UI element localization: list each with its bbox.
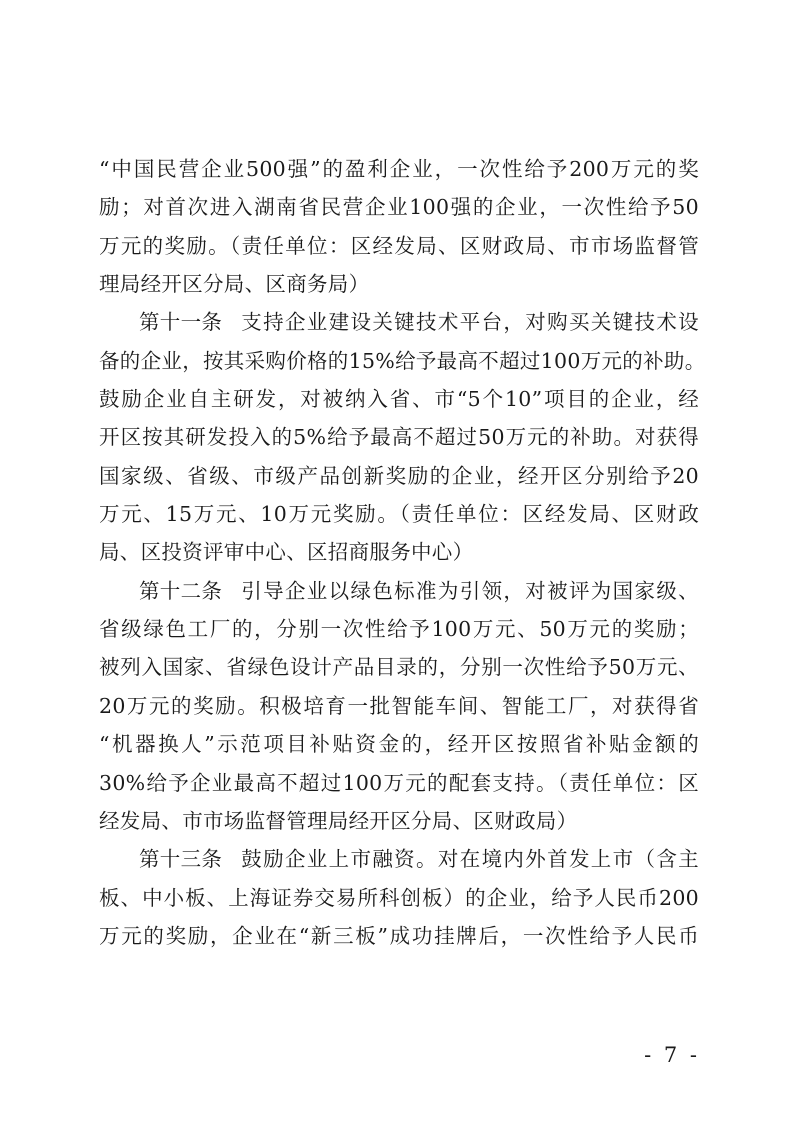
line-text: 万元、15万元、10万元奖励。（责任单位：区经发局、区财政 [99,502,699,527]
line-text: 开区按其研发投入的5%给予最高不超过50万元的补助。对获得 [99,425,699,450]
text-line [99,227,699,265]
line-text: 万元的奖励。（责任单位：区经发局、区财政局、市市场监督管 [99,233,699,258]
line-text: 支持企业建设关键技术平台，对购买关键技术设 [240,310,699,335]
text-line [99,495,699,533]
page-number: - 7 - [644,1043,700,1067]
text-line [99,879,699,917]
line-text: 励；对首次进入湖南省民营企业100强的企业，一次性给予50 [99,195,699,220]
line-text: 万元的奖励，企业在“新三板”成功挂牌后，一次性给予人民币 [99,923,699,948]
line-text: 鼓励企业自主研发，对被纳入省、市“5个10”项目的企业，经 [99,387,699,412]
article-number: 第十三条 [139,847,223,872]
line-text: 经发局、市市场监督管理局经开区分局、区财政局） [99,808,578,833]
line-text: “中国民营企业500强”的盈利企业，一次性给予200万元的奖 [99,157,699,181]
line-text: 30%给予企业最高不超过100万元的配套支持。（责任单位：区 [99,770,699,795]
text-line [99,342,706,380]
text-line [99,533,699,571]
text-line [99,303,699,341]
text-line [99,572,699,610]
paragraph [99,840,699,955]
text-line [99,418,699,456]
line-text: 局、区投资评审中心、区招商服务中心） [99,540,474,565]
text-line [99,150,699,188]
text-line [99,840,699,878]
line-text: 备的企业，按其采购价格的15%给予最高不超过100万元的补助。 [99,348,706,373]
text-line [99,265,699,303]
paragraph [99,572,699,840]
text-line [99,764,699,802]
line-text: 板、中小板、上海证券交易所科创板）的企业，给予人民币200 [99,885,699,910]
line-text: “机器换人”示范项目补贴资金的，经开区按照省补贴金额的 [99,732,699,757]
text-line [99,457,699,495]
body-text [99,150,706,955]
text-line [99,648,699,686]
line-text: 引导企业以绿色标准为引领，对被评为国家级、 [240,578,699,603]
line-text: 20万元的奖励。积极培育一批智能车间、智能工厂，对获得省 [99,693,699,718]
line-text: 理局经开区分局、区商务局） [99,272,370,297]
article-number: 第十二条 [139,578,223,603]
text-line [99,802,699,840]
paragraph [99,150,699,303]
line-text: 省级绿色工厂的，分别一次性给予100万元、50万元的奖励； [99,617,699,642]
line-text: 被列入国家、省绿色设计产品目录的，分别一次性给予50万元、 [99,655,699,680]
article-number: 第十一条 [139,310,223,335]
line-text: 鼓励企业上市融资。对在境内外首发上市（含主 [240,847,699,872]
text-line [99,917,699,955]
line-text: 国家级、省级、市级产品创新奖励的企业，经开区分别给予20 [99,463,699,488]
text-line [99,380,699,418]
paragraph [99,303,706,571]
text-line [99,610,699,648]
text-line [99,687,699,725]
text-line [99,188,699,226]
text-line [99,725,699,763]
